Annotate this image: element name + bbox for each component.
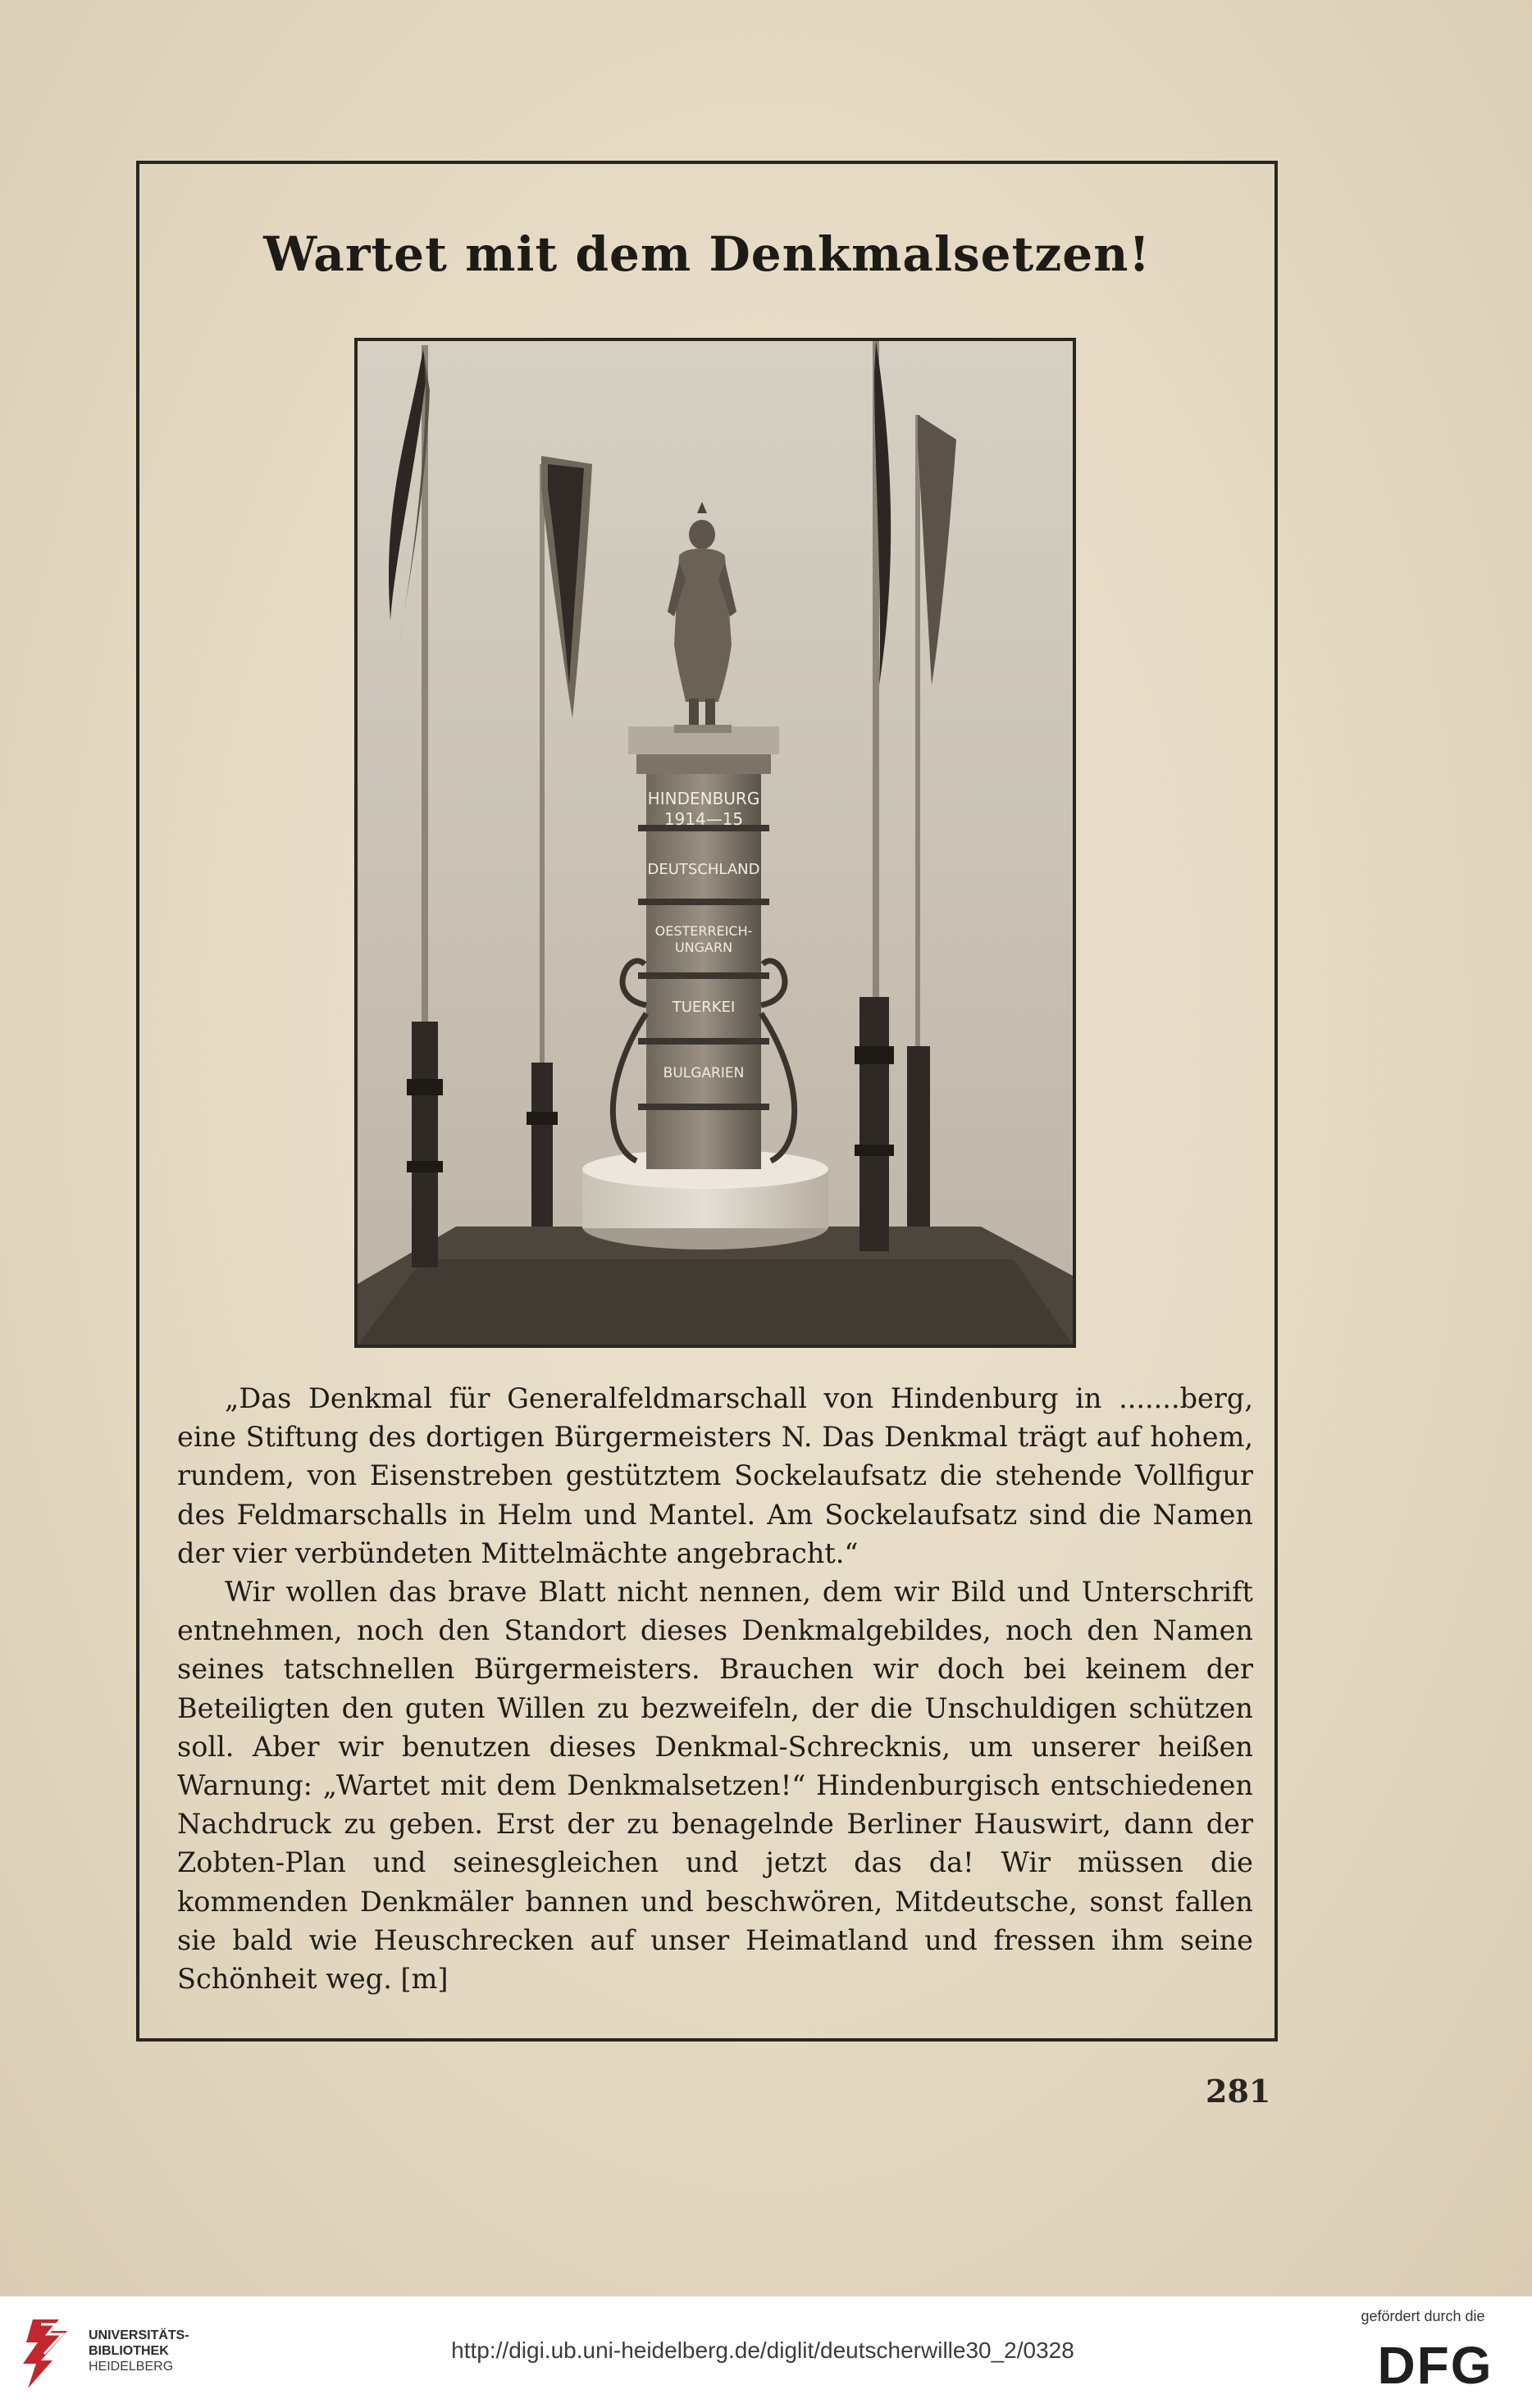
commentary-paragraph: Wir wollen das brave Blatt nicht nennen, dem wir Bild und Unterschrift entnehmen, noch den Standort dieses Denkmalgebildes, noch den Namen seines tatschnellen Bürgermeisters. Brauchen wir doch bei keinem der Beteiligten den guten Willen zu bezweifeln, der die Unschuldigen schützen soll. Aber wir benutzen dieses Denkmal-Schrecknis, um unserer heißen Warnung: „Wartet mit dem Denkmalsetzen!“ Hindenburgisch entschiedenen Nachdruck zu geben. Erst der zu benagelnde Berliner Hauswirt, dann der Zobten-Plan und seinesgleichen und jetzt das da! Wir müssen die kommenden Denkmäler bannen und beschwören, Mitdeutsche, sonst fallen sie bald wie Heuschrecken auf unser Heimatland und fressen ihm seine Schönheit weg. [m]	[177, 1576, 1253, 1996]
article-title: Wartet mit dem Denkmalsetzen!	[263, 226, 1151, 282]
article-body	[177, 1379, 1253, 1998]
inscription-bulgarien: BULGARIEN	[663, 1065, 745, 1081]
library-name-line-3: HEIDELBERG	[89, 2360, 174, 2374]
ub-heidelberg-logo-icon[interactable]	[16, 2313, 79, 2392]
quote-paragraph: „Das Denkmal für Generalfeldmarschall von Hindenburg in .......berg, eine Stiftung des dortigen Bürgermeisters N. Das Denkmal trägt auf hohem, rundem, von Eisenstreben gestütztem Sockelaufsatz die stehende Vollfigur des Feldmarschalls in Helm und Mantel. Am Sockelaufsatz sind die Namen der vier verbündeten Mittelmächte angebracht.“	[177, 1382, 1253, 1569]
inscription-tuerkei: TUERKEI	[672, 999, 736, 1016]
inscription-deutschland: DEUTSCHLAND	[647, 861, 760, 878]
inscription-oesterreich: OESTERREICH-	[654, 923, 753, 939]
digitization-footer	[0, 2296, 1532, 2408]
library-name-line-1: UNIVERSITÄTS-	[89, 2328, 189, 2342]
page-number: 281	[1206, 2073, 1271, 2110]
monument-photograph	[354, 338, 1076, 1348]
dfg-logo-icon[interactable]	[1361, 2331, 1509, 2397]
library-name	[89, 2328, 253, 2374]
library-name-line-2: BIBLIOTHEK	[89, 2344, 169, 2358]
inscription-hindenburg: HINDENBURG	[647, 789, 760, 808]
dfg-logo-text: DFG	[1377, 2336, 1493, 2395]
permalink-url[interactable]: http://digi.ub.uni-heidelberg.de/diglit/deutscherwille30_2/0328	[451, 2337, 1074, 2363]
inscription-ungarn: UNGARN	[674, 940, 733, 955]
funded-by-label: gefördert durch die	[1361, 2308, 1485, 2324]
monument-illustration	[358, 341, 1073, 1345]
inscription-years: 1914—15	[663, 809, 744, 829]
